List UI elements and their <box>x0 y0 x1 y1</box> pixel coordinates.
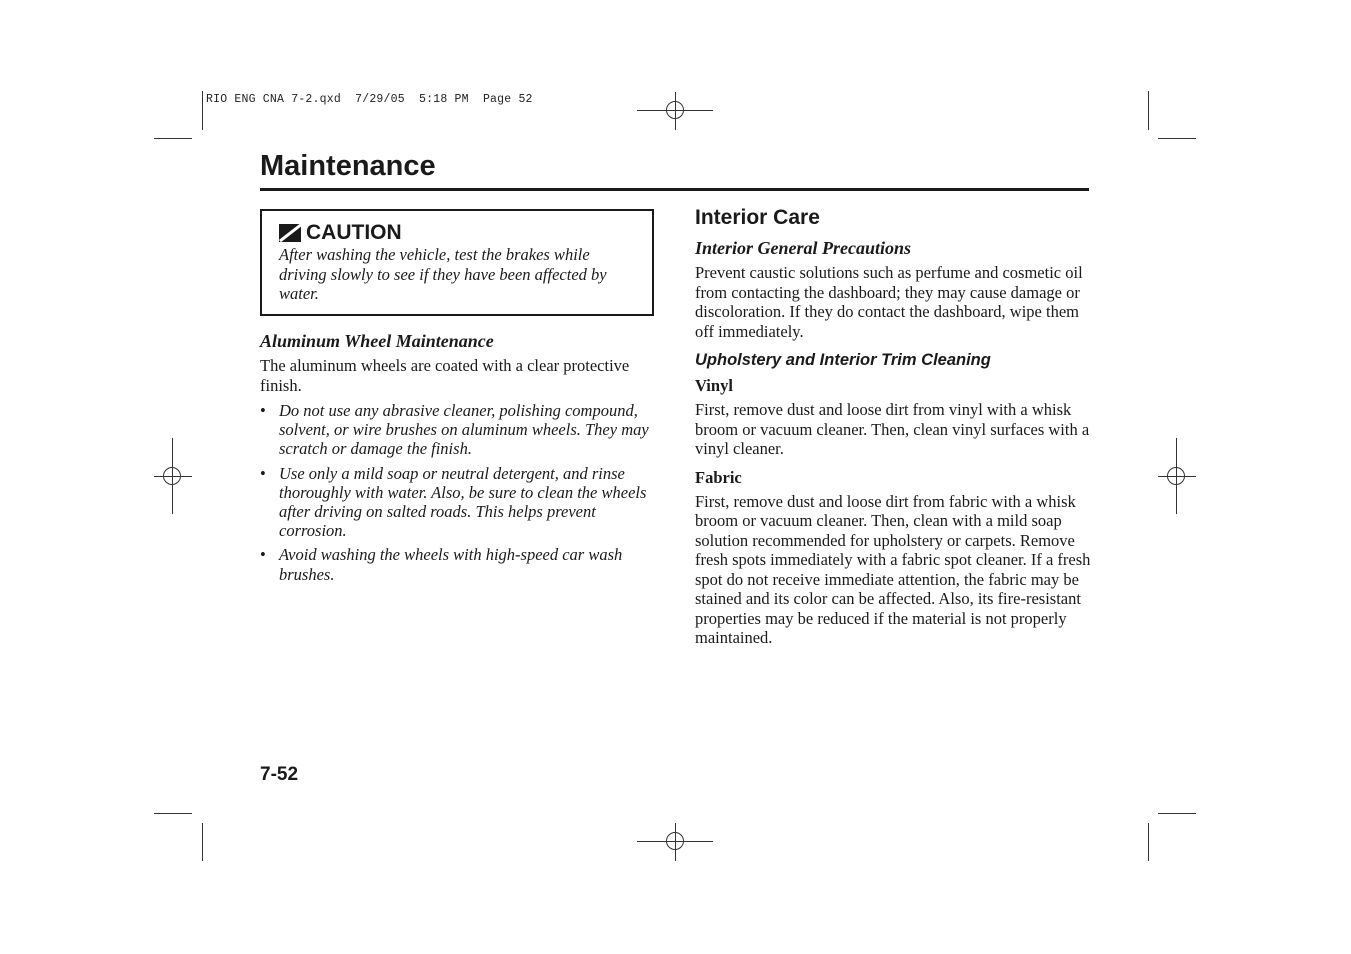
aluminum-intro: The aluminum wheels are coated with a clear protective finish. <box>260 356 630 395</box>
aluminum-wheel-section <box>260 330 660 589</box>
caution-box <box>260 209 654 316</box>
interior-care-title: Interior Care <box>695 206 820 229</box>
interior-care-section <box>695 205 1095 648</box>
page-number: 7-52 <box>260 764 299 785</box>
precautions-text: Prevent caustic solutions such as perfume and cosmetic oil from contacting the dashboard; they may cause damage or discoloration. If they do contact the dashboard, wipe them off immediately. <box>695 263 1083 341</box>
fabric-text: First, remove dust and loose dirt from fabric with a whisk broom or vacuum cleaner. Then, clean with a mild soap solution recommended for upholstery or carpets. Remove fresh spots immediately with a fabric spot cleaner. If a fresh spot do not receive immediate attention, the fabric may be stained and its color can be affected. Also, its fire-resistant properties may be reduced if the material is not properly maintained. <box>695 491 1091 647</box>
vinyl-label: Vinyl <box>695 376 733 395</box>
list-item: • Do not use any abrasive cleaner, polishing compound, solvent, or wire brushes on aluminum wheels. They may scratch or damage the finish. <box>260 401 660 459</box>
caution-header <box>279 221 636 245</box>
aluminum-heading: Aluminum Wheel Maintenance <box>260 331 494 351</box>
aluminum-bullet-list <box>260 401 660 584</box>
upholstery-heading: Upholstery and Interior Trim Cleaning <box>695 351 991 369</box>
print-slug: RIO ENG CNA 7-2.qxd 7/29/05 5:18 PM Page 52 <box>206 93 533 106</box>
caution-label: CAUTION <box>306 221 402 244</box>
list-item: • Use only a mild soap or neutral detergent, and rinse thoroughly with water. Also, be sure to clean the wheels after driving on salted roads. This helps prevent corrosion. <box>260 464 660 541</box>
vinyl-text: First, remove dust and loose dirt from vinyl with a whisk broom or vacuum cleaner. Then, clean vinyl surfaces with a vinyl cleaner. <box>695 400 1090 458</box>
precautions-heading: Interior General Precautions <box>695 238 912 258</box>
title-rule <box>260 188 1089 191</box>
page-title: Maintenance <box>260 150 436 182</box>
caution-text: After washing the vehicle, test the brakes while driving slowly to see if they have been affected by water. <box>279 245 607 303</box>
caution-slash-icon <box>279 224 301 242</box>
fabric-label: Fabric <box>695 467 742 487</box>
list-item: • Avoid washing the wheels with high-speed car wash brushes. <box>260 545 660 583</box>
